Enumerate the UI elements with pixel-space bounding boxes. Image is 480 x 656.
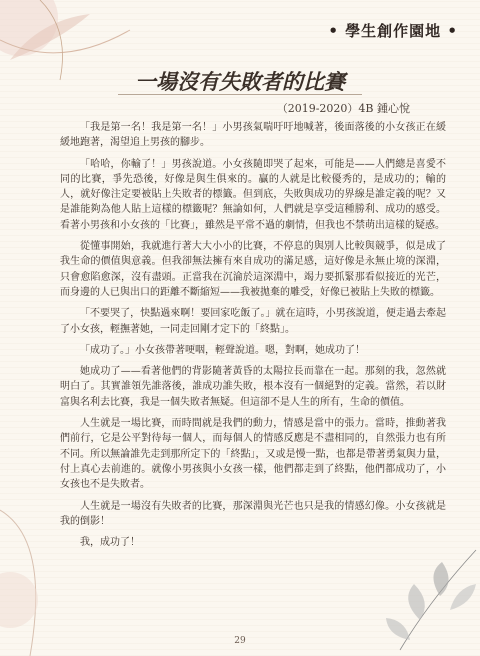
paragraph: 「哈哈，你輸了！」男孩說道。小女孩隨即哭了起來，可能是——人們總是喜愛不同的比賽，爭先恐後，好像是與生俱來的。贏的人就是比較優秀的，是成功的；輸的人，就好像注定要被貼上失敗者的標籤。但到底，失敗與成功的界線是誰定義的呢？又是誰能夠為他人貼上這樣的標籤呢？無論如何，人們就是享受這種勝利、成功的感受。看著小男孩和小女孩的「比賽」，雖然是平常不過的劇情，但我也不禁萌出這樣的疑惑。 <box>60 158 446 231</box>
title-underline <box>118 94 362 95</box>
article-body <box>60 120 446 556</box>
paragraph: 「不要哭了，快點過來啊！要回家吃飯了。」就在這時，小男孩說道，便走過去牽起了小女孩，輕撫著她，一同走回剛才定下的「終點」。 <box>60 308 446 335</box>
paragraph: 「我是第一名！我是第一名！」小男孩氣喘吁吁地喊著，後面落後的小女孩正在緩緩地跑著，渴望追上男孩的腳步。 <box>60 122 446 149</box>
paragraph: 人生就是一場沒有失敗者的比賽，那深淵與光芒也只是我的情感幻像。小女孩就是我的倒影！ <box>60 500 446 527</box>
paragraph: 人生就是一場比賽，而時間就是我們的動力，情感是當中的張力。當時，推動著我們前行，它是公平對待每一個人，而每個人的情感反應是不盡相同的，自然張力也有所不同。所以無論誰先走到那所定下的「終點」，又或是慢一點，也都是帶著勇氣與力量，付上真心去前進的。就像小男孩與小女孩一樣，他們都走到了終點，他們都成功了，小女孩也不是失敗者。 <box>60 418 446 491</box>
page-number: 29 <box>234 636 246 646</box>
floral-decoration-top-left <box>0 0 150 120</box>
paragraph: 「成功了。」小女孩帶著哽咽，輕聲說道。嗯，對啊，她成功了！ <box>80 344 365 356</box>
paragraph: 從懂事開始，我就進行著大大小小的比賽，不停息的與別人比較與競爭，似是成了我生命的價值與意義。但我卻無法擁有來自成功的滿足感，這好像是永無止境的深淵，只會愈陷愈深，沒有盡頭。正當我在沉淪於這深淵中，竭力要抓緊那看似接近的光芒，而身邊的人已與出口的距離不斷縮短——我被拋棄的雕受，好像已被貼上失敗的標籤。 <box>60 241 446 298</box>
paragraph: 她成功了——看著他們的背影隨著黃昏的太陽拉長而靠在一起。那刻的我，忽然就明白了。其實誰領先誰落後，誰成功誰失敗，根本沒有一個絕對的定義。當然，若以財富與名利去比賽，我是一個失敗者無疑。但這卻不是人生的所有，生命的價值。 <box>60 366 446 408</box>
section-header: • 學生創作園地 • <box>328 22 458 40</box>
article-author: （2019-2020）4B 鍾心悅 <box>276 102 410 115</box>
article-title: 一場沒有失敗者的比賽 <box>135 69 345 94</box>
paragraph: 我，成功了！ <box>80 537 140 549</box>
